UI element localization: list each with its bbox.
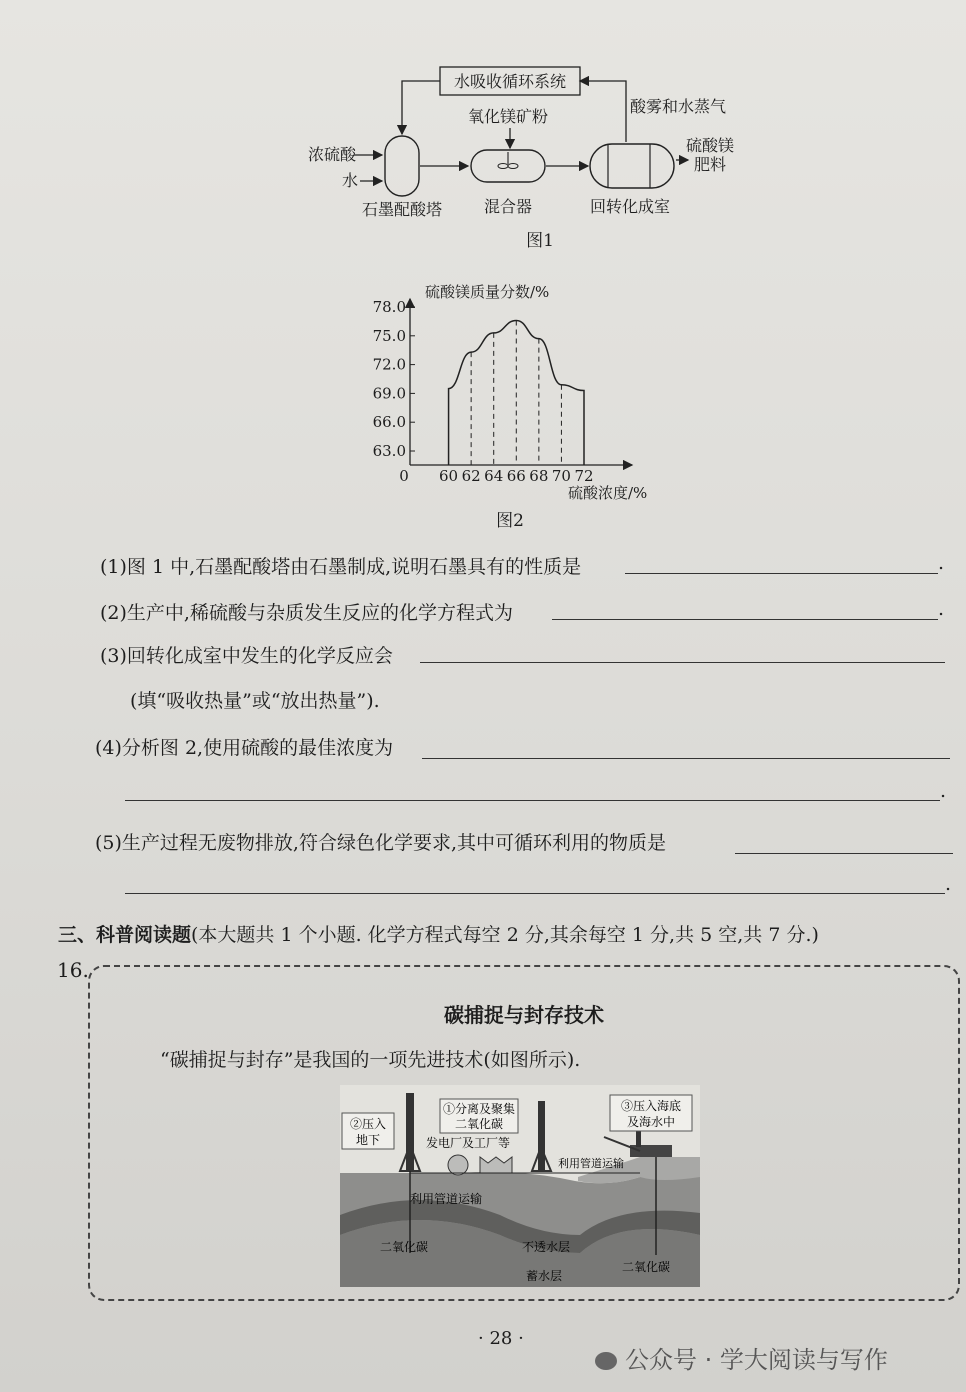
- x-axis-label: 硫酸浓度/%: [568, 484, 648, 502]
- passage-title: 碳捕捉与封存技术: [444, 1003, 604, 1027]
- label-separate-1: ①分离及聚集: [442, 1102, 516, 1116]
- x-tick-label: 0: [399, 467, 409, 485]
- ccs-diagram: [340, 1085, 700, 1287]
- x-tick-label: 68: [529, 467, 549, 485]
- graphite-tower: [385, 136, 419, 196]
- question-5: (5)生产过程无废物排放,符合绿色化学要求,其中可循环利用的物质是: [95, 832, 666, 854]
- water-loop-label: 水吸收循环系统: [453, 72, 567, 91]
- section-desc: (本大题共 1 个小题. 化学方程式每空 2 分,其余每空 1 分,共 5 空,共 7 分.): [191, 924, 819, 946]
- label-inject-ground-1: ②压入: [349, 1117, 387, 1131]
- figure-2-chart: [360, 275, 680, 535]
- label-co2-left: 二氧化碳: [380, 1240, 429, 1254]
- watermark-text: 公众号 · 学大阅读与写作: [625, 1346, 888, 1374]
- answer-blank-4b[interactable]: [125, 800, 940, 801]
- figure-2-caption: 图2: [496, 511, 524, 531]
- y-tick-label: 75.0: [372, 326, 406, 345]
- answer-blank-2[interactable]: [552, 619, 938, 620]
- label-inject-sea-2: 及海水中: [626, 1115, 676, 1129]
- answer-blank-5a[interactable]: [735, 853, 953, 854]
- x-tick-label: 72: [574, 467, 594, 485]
- input-water: 水: [342, 171, 359, 190]
- period: .: [938, 552, 945, 574]
- question-1: (1)图 1 中,石墨配酸塔由石墨制成,说明石墨具有的性质是: [100, 556, 582, 578]
- x-tick-label: 62: [461, 467, 481, 485]
- mixer-label: 混合器: [483, 197, 533, 216]
- label-pipe-left: 利用管道运输: [410, 1192, 483, 1206]
- figure-1-caption: 图1: [526, 231, 554, 251]
- label-aquifer: 蓄水层: [526, 1269, 563, 1283]
- answer-blank-1[interactable]: [625, 573, 938, 574]
- figure-1-process-flow: [290, 60, 770, 255]
- y-tick-label: 66.0: [372, 413, 406, 432]
- input-conc-acid: 浓硫酸: [308, 145, 357, 164]
- wechat-icon: [595, 1352, 617, 1370]
- tower-label: 石墨配酸塔: [361, 200, 443, 219]
- left-tower: [406, 1093, 414, 1171]
- page-number: · 28 ·: [478, 1328, 524, 1349]
- process-flow-diagram: [290, 60, 770, 255]
- label-inject-sea-1: ③压入海底: [620, 1099, 682, 1113]
- y-tick-label: 69.0: [372, 384, 406, 403]
- answer-blank-3[interactable]: [420, 662, 945, 663]
- question-16-number: 16.: [57, 958, 89, 982]
- watermark: [595, 1340, 888, 1375]
- y-axis-label: 硫酸镁质量分数/%: [425, 283, 550, 301]
- y-tick-label: 63.0: [372, 442, 406, 460]
- product-label-2: 肥料: [694, 155, 727, 174]
- label-co2-right: 二氧化碳: [622, 1260, 671, 1274]
- rotary-chamber: [590, 144, 674, 188]
- label-pipe-right: 利用管道运输: [558, 1157, 624, 1170]
- x-tick-label: 70: [551, 467, 571, 485]
- section-title: 三、科普阅读题: [58, 924, 192, 946]
- x-tick-label: 66: [506, 467, 526, 485]
- reading-passage-box: [88, 965, 960, 1301]
- question-4: (4)分析图 2,使用硫酸的最佳浓度为: [95, 737, 394, 759]
- label-inject-ground-2: 地下: [355, 1133, 381, 1147]
- period: .: [938, 598, 945, 620]
- passage-intro: “碳捕捉与封存”是我国的一项先进技术(如图所示).: [160, 1049, 581, 1071]
- question-3-hint: (填“吸收热量”或“放出热量”).: [130, 690, 380, 712]
- x-tick-label: 64: [484, 467, 504, 485]
- plant-tank: [448, 1155, 468, 1175]
- label-separate-2: 二氧化碳: [454, 1117, 504, 1131]
- label-impermeable: 不透水层: [522, 1240, 571, 1254]
- question-3: (3)回转化成室中发生的化学反应会: [100, 645, 393, 667]
- y-tick-label: 78.0: [372, 298, 406, 316]
- period: .: [945, 873, 952, 895]
- concentration-chart: [360, 275, 680, 535]
- powder-label: 氧化镁矿粉: [467, 107, 549, 126]
- label-plant: 发电厂及工厂等: [426, 1136, 511, 1150]
- question-2: (2)生产中,稀硫酸与杂质发生反应的化学方程式为: [100, 602, 513, 624]
- ccs-illustration: [340, 1085, 700, 1287]
- section-heading: [58, 920, 819, 947]
- period: .: [940, 780, 947, 802]
- y-tick-label: 72.0: [372, 355, 406, 374]
- chamber-label: 回转化成室: [589, 197, 671, 216]
- product-label-1: 硫酸镁: [686, 136, 735, 155]
- answer-blank-4a[interactable]: [422, 758, 950, 759]
- answer-blank-5b[interactable]: [125, 893, 945, 894]
- middle-tower: [538, 1101, 545, 1171]
- acid-mist-label: 酸雾和水蒸气: [630, 97, 727, 116]
- x-tick-label: 60: [439, 467, 459, 485]
